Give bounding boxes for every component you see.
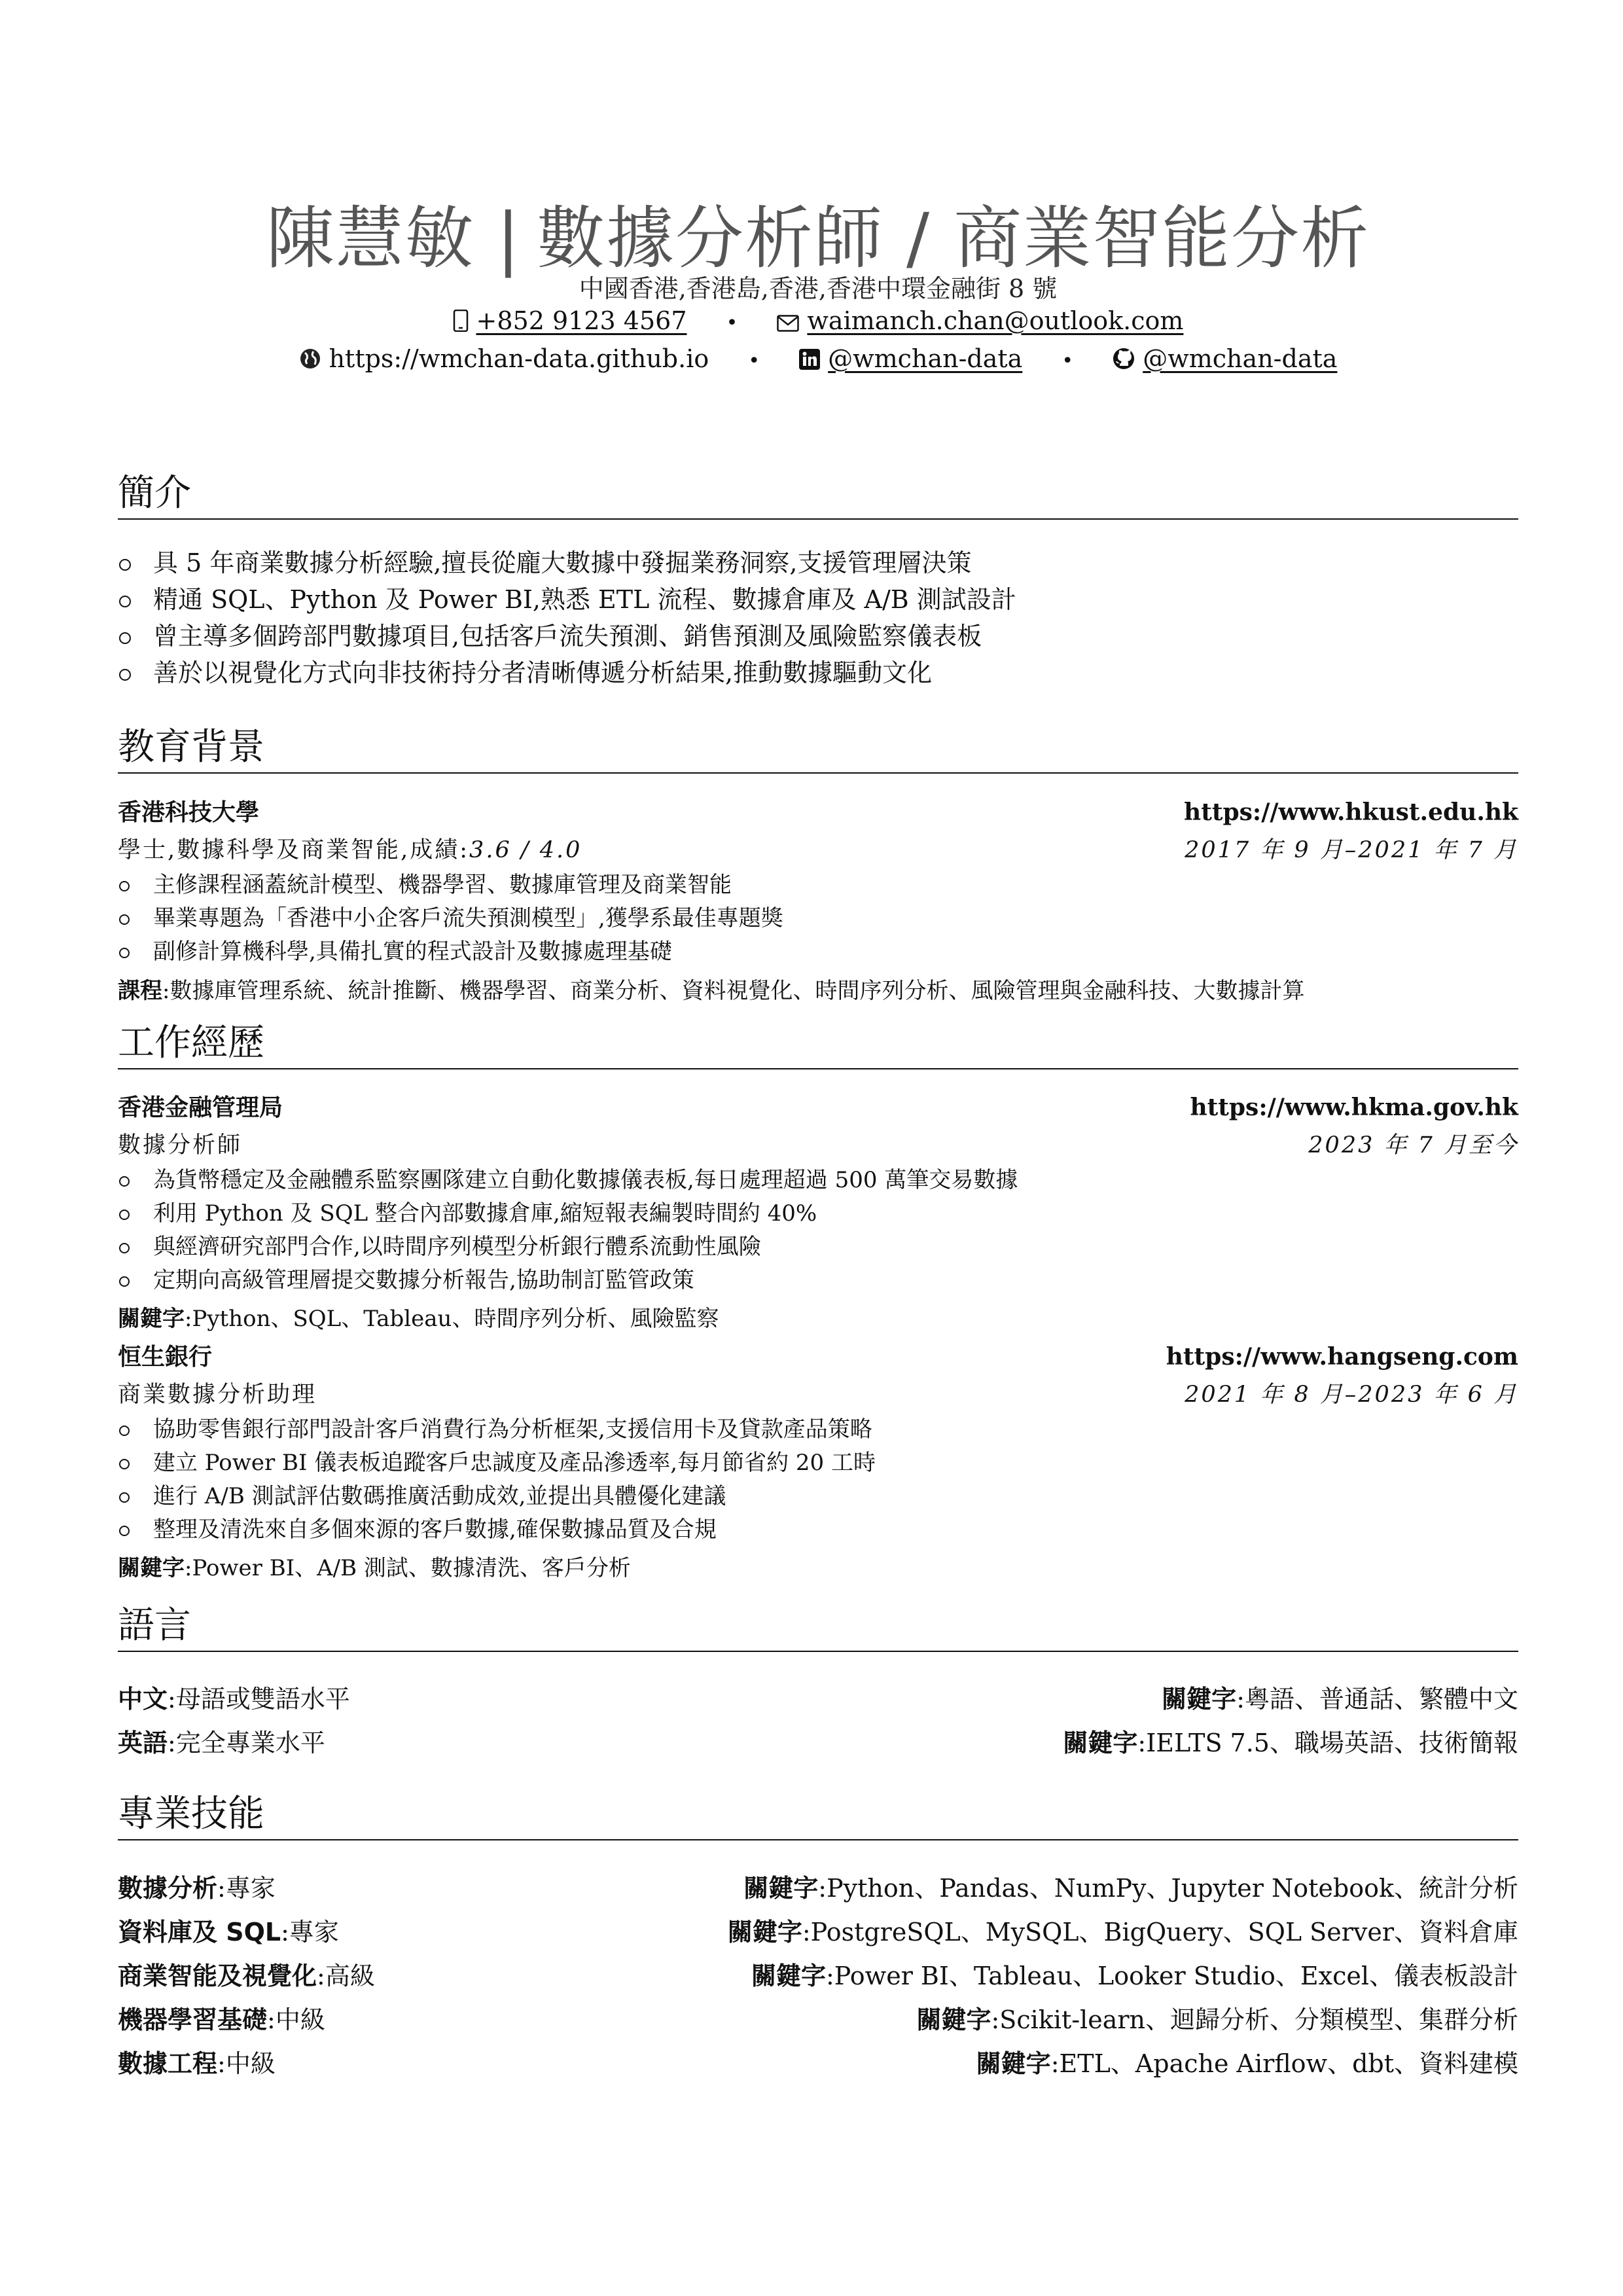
work-heading: 工作經歷: [118, 1022, 1518, 1069]
job-header-row: [118, 1338, 1518, 1372]
website-link[interactable]: https://wmchan-data.github.io: [329, 344, 709, 373]
email-link[interactable]: waimanch.chan@outlook.com: [807, 306, 1184, 335]
skill-row: 資料庫及 SQL:專家 關鍵字:PostgreSQL、MySQL、BigQuery、SQL Server、資料倉庫: [118, 1918, 1518, 1946]
github-icon: [1113, 347, 1135, 376]
circle-bullet-icon: [119, 632, 131, 644]
skill-row: 商業智能及視覺化:高級 關鍵字:Power BI、Tableau、Looker Studio、Excel、儀表板設計: [118, 1962, 1518, 1990]
separator-dot: •: [1061, 350, 1074, 372]
job-role: 商業數據分析助理: [118, 1382, 317, 1408]
circle-bullet-icon: [119, 914, 130, 925]
skills-heading: 專業技能: [118, 1793, 1518, 1840]
contact-row-1: [118, 306, 1518, 338]
job-dates: 2023 年 7 月至今: [1308, 1132, 1518, 1158]
skill-row: 數據分析:專家 關鍵字:Python、Pandas、NumPy、Jupyter Notebook、統計分析: [118, 1874, 1518, 1903]
language-row: 中文:母語或雙語水平 關鍵字:粵語、普通話、繁體中文: [118, 1685, 1518, 1713]
summary-heading: 簡介: [118, 473, 1518, 520]
job-role: 數據分析師: [118, 1132, 243, 1158]
skill-row: 機器學習基礎:中級 關鍵字:Scikit-learn、迴歸分析、分類模型、集群分析: [118, 2005, 1518, 2034]
job-title: 數據分析師 / 商業智能分析: [536, 198, 1370, 278]
circle-bullet-icon: [119, 1176, 130, 1187]
list-item: 整理及清洗來自多個來源的客戶數據,確保數據品質及合規: [118, 1513, 876, 1547]
circle-bullet-icon: [119, 948, 130, 958]
list-item: 利用 Python 及 SQL 整合內部數據倉庫,縮短報表編製時間約 40%: [118, 1197, 1018, 1230]
job-sub-row: [118, 1127, 1518, 1160]
address: 中國香港,香港島,香港,香港中環金融街 8 號: [579, 274, 1058, 303]
circle-bullet-icon: [119, 881, 130, 891]
circle-bullet-icon: [119, 1243, 130, 1253]
circle-bullet-icon: [119, 596, 131, 607]
company-name: 恒生銀行: [118, 1344, 213, 1371]
contact-row-2: [118, 344, 1518, 376]
circle-bullet-icon: [119, 1210, 130, 1220]
list-item: 具 5 年商業數據分析經驗,擅長從龐大數據中發掘業務洞察,支援管理層決策: [118, 545, 1016, 581]
education-heading: 教育背景: [118, 726, 1518, 774]
job-header-row: [118, 1089, 1518, 1122]
job-keywords: 關鍵字:Power BI、A/B 測試、數據清洗、客戶分析: [118, 1555, 631, 1581]
separator-dot: •: [748, 350, 760, 372]
separator-dot: •: [726, 312, 738, 334]
summary-list: [118, 545, 1016, 691]
degree: 學士,數據科學及商業智能,成績:3.6 / 4.0: [118, 837, 582, 863]
circle-bullet-icon: [119, 1526, 130, 1536]
job-sub-row: [118, 1376, 1518, 1409]
circle-bullet-icon: [119, 669, 131, 681]
language-heading: 語言: [118, 1605, 1518, 1652]
mail-icon: [777, 309, 799, 338]
circle-bullet-icon: [119, 1426, 130, 1436]
education-bullets: [118, 869, 783, 969]
circle-bullet-icon: [119, 559, 131, 571]
circle-bullet-icon: [119, 1276, 130, 1287]
phone-link[interactable]: +852 9123 4567: [476, 306, 687, 335]
candidate-name: 陳慧敏: [266, 198, 474, 278]
github-link[interactable]: @wmchan-data: [1143, 344, 1338, 373]
courses-text: :數據庫管理系統、統計推斷、機器學習、商業分析、資料視覺化、時間序列分析、風險管理與金融科技、大數據計算: [162, 978, 1305, 1004]
company-name: 香港金融管理局: [118, 1094, 283, 1121]
list-item: 協助零售銀行部門設計客戶消費行為分析框架,支援信用卡及貸款產品策略: [118, 1413, 876, 1446]
education-sub-row: [118, 832, 1518, 865]
language-row: 英語:完全專業水平 關鍵字:IELTS 7.5、職場英語、技術簡報: [118, 1729, 1518, 1757]
circle-bullet-icon: [119, 1492, 130, 1503]
job-dates: 2021 年 8 月–2023 年 6 月: [1185, 1382, 1518, 1408]
circle-bullet-icon: [119, 1459, 130, 1469]
list-item: 精通 SQL、Python 及 Power BI,熟悉 ETL 流程、數據倉庫及 A/B 測試設計: [118, 581, 1016, 618]
phone-icon: [453, 309, 469, 338]
courses-line: [118, 973, 1304, 1005]
company-url[interactable]: https://www.hkma.gov.hk: [1190, 1094, 1518, 1121]
list-item: 曾主導多個跨部門數據項目,包括客戶流失預測、銷售預測及風險監察儀表板: [118, 618, 1016, 655]
school-url[interactable]: https://www.hkust.edu.hk: [1184, 798, 1518, 826]
list-item: 副修計算機科學,具備扎實的程式設計及數據處理基礎: [118, 935, 783, 969]
list-item: 與經濟研究部門合作,以時間序列模型分析銀行體系流動性風險: [118, 1230, 1018, 1264]
list-item: 畢業專題為「香港中小企客戶流失預測模型」,獲學系最佳專題獎: [118, 902, 783, 935]
education-header-row: [118, 794, 1518, 827]
job-bullets: [118, 1164, 1018, 1297]
name-title-line: [118, 183, 1518, 281]
title-separator: |: [496, 198, 521, 278]
courses-label: 課程: [118, 978, 162, 1004]
gpa: 3.6 / 4.0: [469, 837, 582, 863]
school-name: 香港科技大學: [118, 799, 260, 826]
company-url[interactable]: https://www.hangseng.com: [1166, 1343, 1518, 1371]
globe-icon: [299, 347, 321, 376]
list-item: 定期向高級管理層提交數據分析報告,協助制訂監管政策: [118, 1264, 1018, 1297]
linkedin-icon: [799, 347, 820, 376]
job-bullets: [118, 1413, 876, 1547]
list-item: 為貨幣穩定及金融體系監察團隊建立自動化數據儀表板,每日處理超過 500 萬筆交易數據: [118, 1164, 1018, 1197]
list-item: 主修課程涵蓋統計模型、機器學習、數據庫管理及商業智能: [118, 869, 783, 902]
linkedin-link[interactable]: @wmchan-data: [828, 344, 1023, 373]
education-dates: 2017 年 9 月–2021 年 7 月: [1185, 837, 1518, 863]
list-item: 進行 A/B 測試評估數碼推廣活動成效,並提出具體優化建議: [118, 1480, 876, 1513]
skill-row: 數據工程:中級 關鍵字:ETL、Apache Airflow、dbt、資料建模: [118, 2049, 1518, 2078]
list-item: 建立 Power BI 儀表板追蹤客戶忠誠度及產品滲透率,每月節省約 20 工時: [118, 1446, 876, 1480]
job-keywords: 關鍵字:Python、SQL、Tableau、時間序列分析、風險監察: [118, 1306, 719, 1332]
list-item: 善於以視覺化方式向非技術持分者清晰傳遞分析結果,推動數據驅動文化: [118, 655, 1016, 691]
